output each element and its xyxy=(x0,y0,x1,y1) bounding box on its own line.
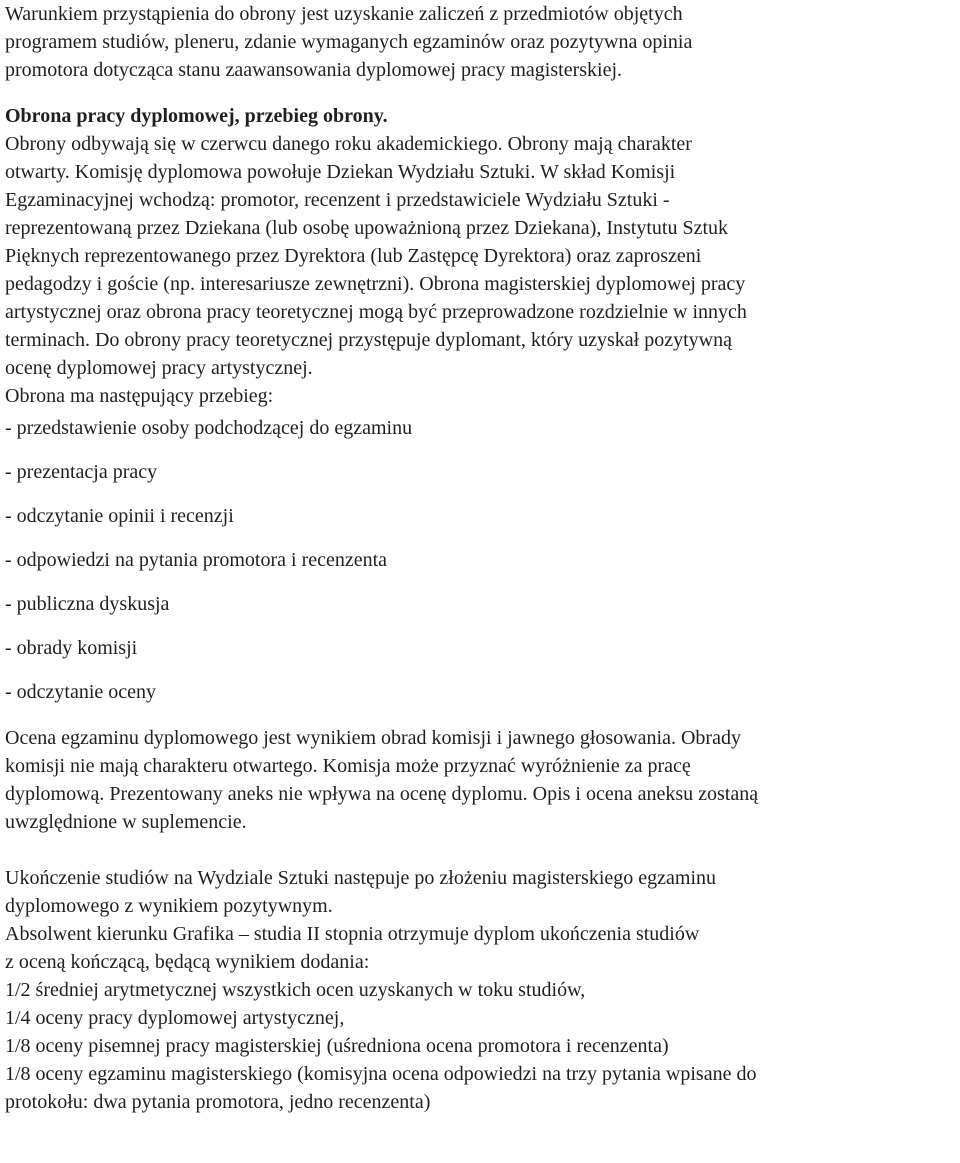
text-line: artystycznej oraz obrona pracy teoretycznej mogą być przeprowadzone rozdzielnie w innych xyxy=(5,301,747,323)
text-line: protokołu: dwa pytania promotora, jedno recenzenta) xyxy=(5,1091,431,1113)
text-line: pedagodzy i goście (np. interesariusze zewnętrzni). Obrona magisterskiej dyplomowej pracy xyxy=(5,273,746,295)
list-item: - obrady komisji xyxy=(5,637,138,659)
text-line: Absolwent kierunku Grafika – studia II stopnia otrzymuje dyplom ukończenia studiów xyxy=(5,923,700,945)
text-line: programem studiów, pleneru, zdanie wymaganych egzaminów oraz pozytywna opinia xyxy=(5,31,693,53)
defense-paragraph xyxy=(5,130,960,410)
list-item: - prezentacja pracy xyxy=(5,461,158,483)
text-line: uwzględnione w suplemencie. xyxy=(5,811,247,833)
list-item: - przedstawienie osoby podchodzącej do egzaminu xyxy=(5,417,413,439)
text-line: Warunkiem przystąpienia do obrony jest uzyskanie zaliczeń z przedmiotów objętych xyxy=(5,3,683,25)
completion-paragraph xyxy=(5,864,960,1116)
list-item: - publiczna dyskusja xyxy=(5,593,170,615)
intro-paragraph xyxy=(5,0,960,84)
text-line: 1/2 średniej arytmetycznej wszystkich ocen uzyskanych w toku studiów, xyxy=(5,979,586,1001)
text-line: komisji nie mają charakteru otwartego. Komisja może przyznać wyróżnienie za pracę xyxy=(5,755,691,777)
text-line: dyplomowego z wynikiem pozytywnym. xyxy=(5,895,333,917)
text-line: promotora dotycząca stanu zaawansowania dyplomowej pracy magisterskiej. xyxy=(5,59,623,81)
text-line: 1/4 oceny pracy dyplomowej artystycznej, xyxy=(5,1007,345,1029)
course-intro: Obrona ma następujący przebieg: xyxy=(5,385,274,407)
text-line: Ocena egzaminu dyplomowego jest wynikiem obrad komisji i jawnego głosowania. Obrady xyxy=(5,727,741,749)
text-line: Obrony odbywają się w czerwcu danego roku akademickiego. Obrony mają charakter xyxy=(5,133,692,155)
text-line: otwarty. Komisję dyplomowa powołuje Dziekan Wydziału Sztuki. W skład Komisji xyxy=(5,161,676,183)
text-line: 1/8 oceny pisemnej pracy magisterskiej (uśredniona ocena promotora i recenzenta) xyxy=(5,1035,669,1057)
section-heading: Obrona pracy dyplomowej, przebieg obrony. xyxy=(5,105,388,127)
text-line: terminach. Do obrony pracy teoretycznej przystępuje dyplomant, który uzyskał pozytywną xyxy=(5,329,732,351)
text-line: Egzaminacyjnej wchodzą: promotor, recenzent i przedstawiciele Wydziału Sztuki - xyxy=(5,189,670,211)
list-item: - odczytanie oceny xyxy=(5,681,157,703)
text-line: reprezentowaną przez Dziekana (lub osobę upoważnioną przez Dziekana), Instytutu Sztuk xyxy=(5,217,729,239)
text-line: Ukończenie studiów na Wydziale Sztuki następuje po złożeniu magisterskiego egzaminu xyxy=(5,867,716,889)
text-line: ocenę dyplomowej pracy artystycznej. xyxy=(5,357,313,379)
text-line: 1/8 oceny egzaminu magisterskiego (komisyjna ocena odpowiedzi na trzy pytania wpisane do xyxy=(5,1063,757,1085)
text-line: Pięknych reprezentowanego przez Dyrektora (lub Zastępcę Dyrektora) oraz zaproszeni xyxy=(5,245,702,267)
list-item: - odczytanie opinii i recenzji xyxy=(5,505,234,527)
text-line: z oceną kończącą, będącą wynikiem dodania: xyxy=(5,951,370,973)
document-page xyxy=(5,0,960,1116)
list-item: - odpowiedzi na pytania promotora i recenzenta xyxy=(5,549,388,571)
defense-steps-list xyxy=(5,414,960,722)
text-line: dyplomową. Prezentowany aneks nie wpływa na ocenę dyplomu. Opis i ocena aneksu zostaną xyxy=(5,783,759,805)
assessment-paragraph xyxy=(5,724,960,836)
